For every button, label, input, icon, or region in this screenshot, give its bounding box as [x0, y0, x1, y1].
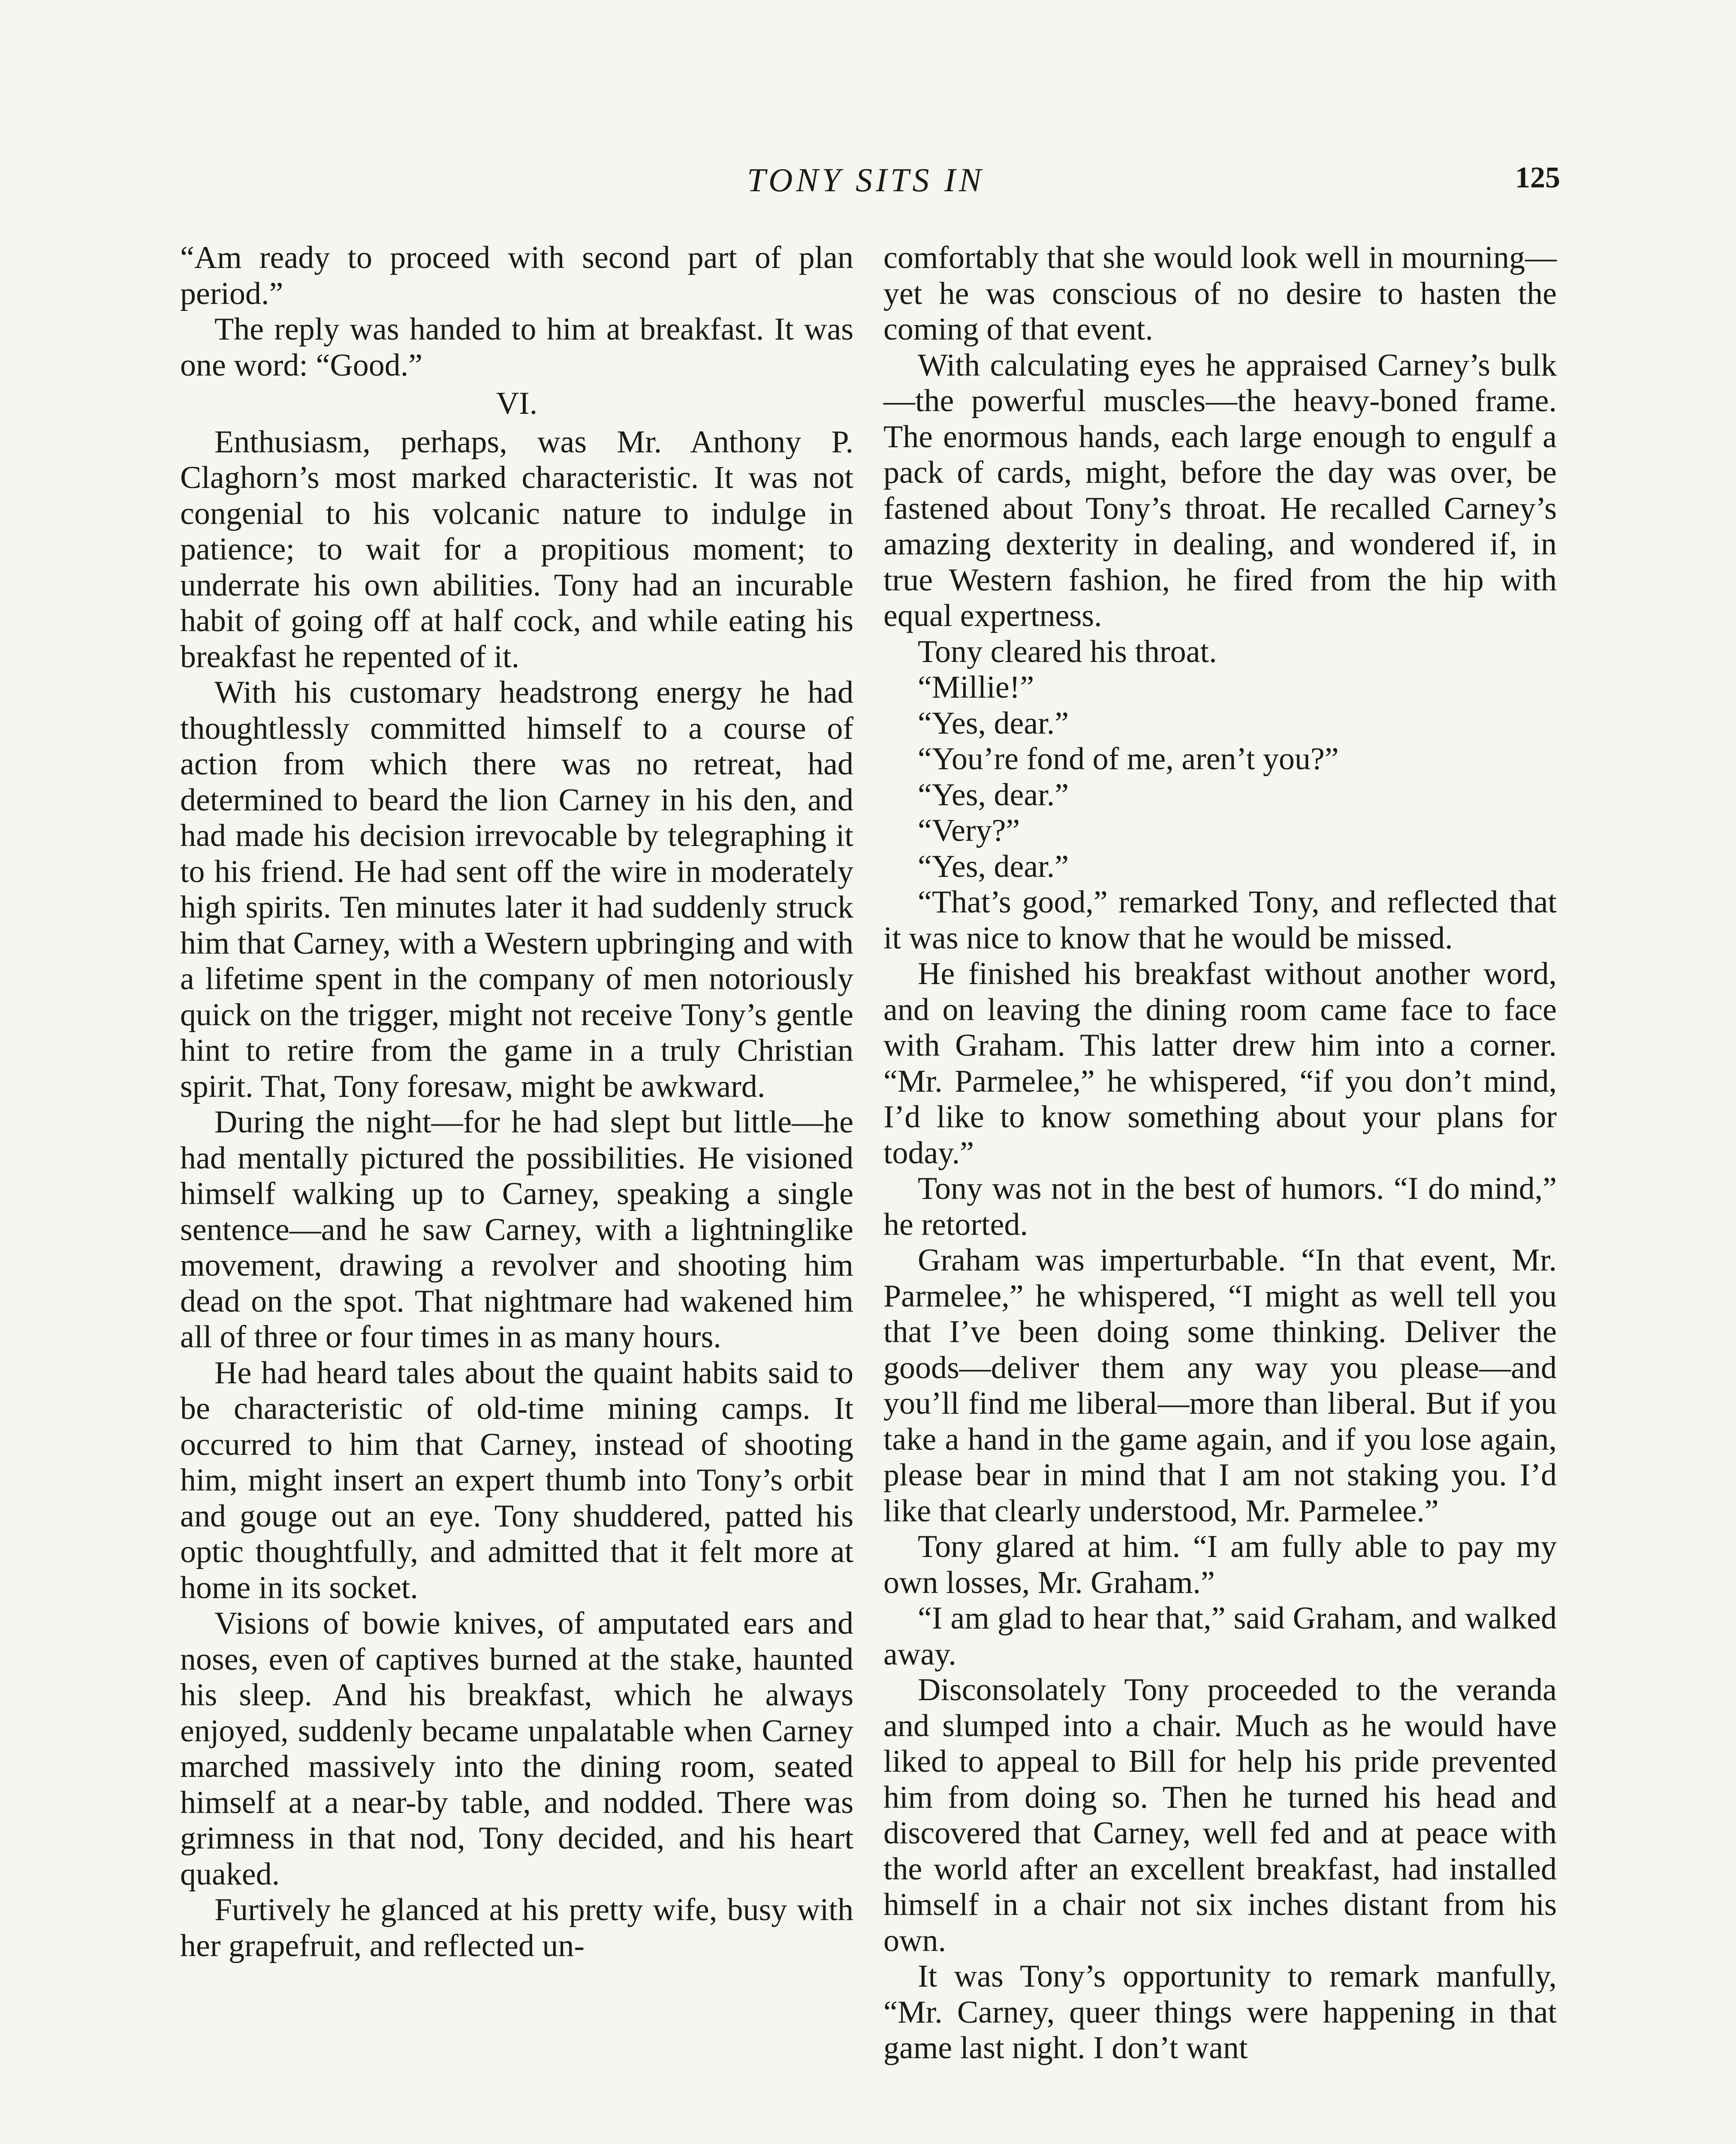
paragraph: With calculating eyes he appraised Carney’s bulk—the powerful muscles—the heavy-boned frame. The enormous hands, each large enough to engulf a pack of cards, might, before the day was over, be fastened about Tony’s throat. He recalled Carney’s amazing dexterity in dealing, and wondered if, in true Western fashion, he fired from the hip with equal expertness.: [883, 347, 1557, 633]
page-number: 125: [1515, 161, 1560, 194]
paragraph: He had heard tales about the quaint habits said to be characteristic of old-time mining camps. It occurred to him that Carney, instead of shooting him, might insert an expert thumb into Tony’s orbit and gouge out an eye. Tony shuddered, patted his optic thoughtfully, and admitted that it felt more at home in its socket.: [180, 1355, 853, 1605]
paragraph: Disconsolately Tony proceeded to the veranda and slumped into a chair. Much as he would have liked to appeal to Bill for help his pride prevented him from doing so. Then he turned his head and discovered that Carney, well fed and at peace with the world after an excellent breakfast, had installed himself in a chair not six inches distant from his own.: [883, 1672, 1557, 1958]
page-header: [172, 161, 1560, 212]
paragraph: “Very?”: [918, 813, 1020, 848]
paragraph: “Millie!”: [918, 670, 1034, 705]
paragraph: “That’s good,” remarked Tony, and reflected that it was nice to know that he would be missed.: [883, 885, 1557, 956]
paragraph: comfortably that she would look well in mourning—yet he was conscious of no desire to hasten the coming of that event.: [883, 240, 1557, 347]
paragraph: “Yes, dear.”: [918, 849, 1069, 884]
paragraph: “You’re fond of me, aren’t you?”: [918, 741, 1339, 777]
running-title: TONY SITS IN: [747, 161, 985, 199]
left-column: [180, 240, 853, 1964]
paragraph: During the night—for he had slept but little—he had mentally pictured the possibilities. He visioned himself walking up to Carney, speaking a single sentence—and he saw Carney, with a lightninglike movement, drawing a revolver and shooting him dead on the spot. That nightmare had wakened him all of three or four times in as many hours.: [180, 1105, 853, 1355]
paragraph: It was Tony’s opportunity to remark manfully, “Mr. Carney, queer things were happening in that game last night. I don’t want: [883, 1959, 1557, 2066]
paragraph: Furtively he glanced at his pretty wife, busy with her grapefruit, and reflected un-: [180, 1892, 853, 1963]
paragraph: He finished his breakfast without another word, and on leaving the dining room came face to face with Graham. This latter drew him into a corner. “Mr. Parmelee,” he whispered, “if you don’t mind, I’d like to know something about your plans for today.”: [883, 956, 1557, 1171]
paragraph: “I am glad to hear that,” said Graham, and walked away.: [883, 1601, 1557, 1672]
paragraph: Enthusiasm, perhaps, was Mr. Anthony P. Claghorn’s most marked characteristic. It was not congenial to his volcanic nature to indulge in patience; to wait for a propitious moment; to underrate his own abilities. Tony had an incurable habit of going off at half cock, and while eating his breakfast he repented of it.: [180, 424, 853, 675]
paragraph: “Yes, dear.”: [918, 777, 1069, 813]
paragraph: “Yes, dear.”: [918, 705, 1069, 741]
paragraph: Visions of bowie knives, of amputated ears and noses, even of captives burned at the stake, haunted his sleep. And his breakfast, which he always enjoyed, suddenly became unpalatable when Carney marched massively into the dining room, seated himself at a near-by table, and nodded. There was grimness in that nod, Tony decided, and his heart quaked.: [180, 1606, 853, 1892]
paragraph: “Am ready to proceed with second part of plan period.”: [180, 240, 853, 311]
paragraph: With his customary headstrong energy he had thoughtlessly committed himself to a course of action from which there was no retreat, had determined to beard the lion Carney in his den, and had made his decision irrevocable by telegraphing it to his friend. He had sent off the wire in moderately high spirits. Ten minutes later it had suddenly struck him that Carney, with a Western upbringing and with a lifetime spent in the company of men notoriously quick on the trigger, might not receive Tony’s gentle hint to retire from the game in a truly Christian spirit. That, Tony foresaw, might be awkward.: [180, 675, 853, 1104]
paragraph: The reply was handed to him at breakfast. It was one word: “Good.”: [180, 312, 853, 383]
right-column: [883, 240, 1557, 2066]
section-number: VI.: [496, 386, 538, 421]
paragraph: Graham was imperturbable. “In that event, Mr. Parmelee,” he whispered, “I might as well tell you that I’ve been doing some thinking. Deliver the goods—deliver them any way you please—and you’ll find me liberal—more than liberal. But if you take a hand in the game again, and if you lose again, please bear in mind that I am not staking you. I’d like that clearly understood, Mr. Parmelee.”: [883, 1243, 1557, 1529]
paragraph: Tony was not in the best of humors. “I do mind,” he retorted.: [883, 1171, 1557, 1242]
paragraph: Tony cleared his throat.: [918, 634, 1217, 669]
paragraph: Tony glared at him. “I am fully able to pay my own losses, Mr. Graham.”: [883, 1529, 1557, 1600]
